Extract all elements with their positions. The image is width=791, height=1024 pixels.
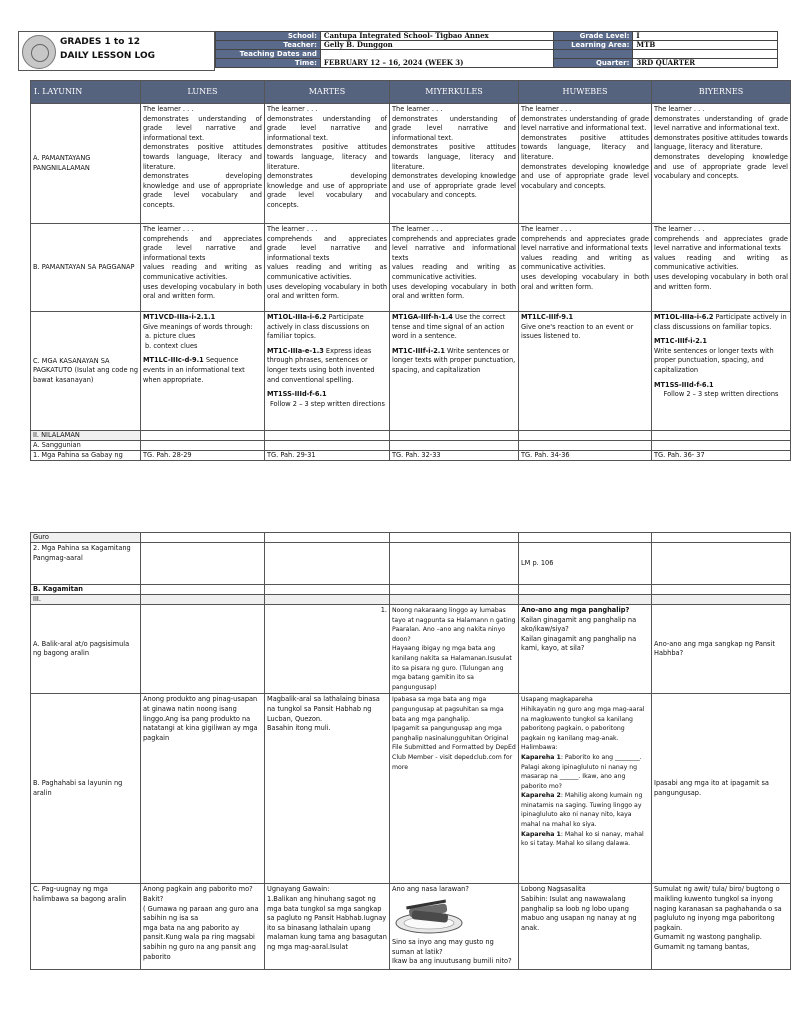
quarter-label: Quarter:	[553, 59, 633, 68]
label-kasanayan	[31, 312, 141, 431]
row-sanggunian	[31, 441, 791, 451]
balik-tue: 1.	[265, 605, 390, 694]
text-wed-2: Write sentences or longer texts with proper punctuation, spacing, and capitalization	[392, 346, 516, 374]
kapareha-1: Kapareha 1	[521, 753, 561, 761]
text-thu-1: Give one's reaction to an event or issues listened to.	[521, 322, 634, 341]
header-row	[31, 81, 791, 104]
cell-c-wed	[390, 312, 519, 431]
suman-plate-icon	[394, 896, 464, 936]
kasanayan-title: C. MGA KASANAYAN SA PAGKATUTO	[33, 356, 110, 375]
code-fri-2: MT1C-IIIf-i-2.1	[654, 337, 707, 346]
balik-thu-question: Ano-ano ang mga panghalip?	[521, 606, 630, 614]
info-table	[215, 31, 778, 68]
code-mon-1: MT1VCD-IIIa-i-2.1.1	[143, 313, 216, 321]
gabay-wed: TG. Pah. 32-33	[390, 451, 519, 461]
label-paghahabi: B. Paghahabi sa layunin ng aralin	[31, 694, 141, 884]
col-huwebes: HUWEBES	[519, 81, 652, 104]
kagamitang-thu: LM p. 106	[519, 543, 652, 585]
row-pamantayang	[31, 104, 791, 224]
grade-value: I	[633, 32, 778, 41]
label-guro: Guro	[31, 533, 141, 543]
cell-b-fri: The learner . . . comprehends and appreciates grade level narrative and informational texts values reading and writing as communicative activities. uses developing vocabulary in both oral and written form.	[652, 224, 791, 312]
text-tue-3: Follow 2 – 3 step written directions	[270, 399, 385, 408]
cell-a-thu: The learner . . . demonstrates understanding of grade level narrative and informational text. demonstrates positive attitudes towards language, literacy and literature. demonstrates developing knowledge and use of appropriate grade level vocabulary and concepts.	[519, 104, 652, 224]
quarter-value: 3RD QUARTER	[633, 59, 778, 68]
label-pamantayang: A. PAMANTAYANG PANGNILALAMAN	[31, 104, 141, 224]
pag-wed-question: Ano ang nasa larawan?	[392, 885, 469, 894]
balik-thu	[519, 605, 652, 694]
paghahabi-fri: Ipasabi ang mga ito at ipagamit sa pangungusap.	[652, 694, 791, 884]
area-label: Learning Area:	[553, 41, 633, 50]
row-pag-uugnay	[31, 884, 791, 970]
deped-seal-icon	[22, 35, 56, 69]
cell-a-mon: The learner . . . demonstrates understanding of grade level narrative and informational text. demonstrates positive attitudes towards language, literacy and literature. demonstrates developing knowledge and use of appropriate grade level vocabulary and concepts.	[141, 104, 265, 224]
balik-fri: Ano-ano ang mga sangkap ng Pansit Habhba?	[652, 605, 791, 694]
school-label: School:	[216, 32, 321, 41]
text-wed-1: Use the correct tense and time signal of an action word in a sentence.	[392, 313, 506, 341]
cell-b-mon: The learner . . . comprehends and appreciates grade level narrative and informational texts values reading and writing as communicative activities. uses developing vocabulary in both oral and written form.	[141, 224, 265, 312]
paghahabi-wed: Ipabasa sa mga bata ang mga pangungusap at pagsuhitan sa mga bata ang mga panghalip. Ipagamit sa pangungusap ang mga panghalip nasinalungguhitan Original File Submitted and Formatted by DepEd Club Member - visit depedclub.com for more	[390, 694, 519, 884]
code-tue-1: MT1OL-IIIa-i-6.2	[267, 313, 327, 321]
row-kasanayan	[31, 312, 791, 431]
kapareha-2-text: : Mahilig akong kumain ng minatamis na saging. Tuwing linggo ay ipinagluluto ako ni nanay nito, kaya mahal na mahal ko siya.	[521, 792, 643, 829]
header	[18, 31, 778, 73]
area-value: MTB	[633, 41, 778, 50]
text-mon-a: a. picture clues	[145, 332, 196, 341]
code-fri-3: MT1SS-IIId-f-6.1	[654, 380, 714, 389]
text-fri-2: Write sentences or longer texts with proper punctuation, spacing, and capitalization	[654, 346, 774, 374]
label-gabay: 1. Mga Pahina sa Gabay ng	[31, 451, 141, 461]
code-tue-2: MT1C-IIIa-e-1.3	[267, 346, 324, 355]
label-kagamitang: 2. Mga Pahina sa Kagamitang Pangmag-aaral	[31, 543, 141, 585]
cell-b-wed: The learner . . . comprehends and appreciates grade level narrative and informational texts values reading and writing as communicative activities. uses developing vocabulary in both oral and written form.	[390, 224, 519, 312]
pag-thu: Lobong Nagsasalita Sabihin: Isulat ang nawawalang panghalip sa loob ng lobo upang mabuo ang usapan ng nanay at ng anak.	[519, 884, 652, 970]
text-fri-3: Follow 2 – 3 step written directions	[663, 390, 779, 399]
text-mon-1: Give meanings of words through:	[143, 322, 253, 331]
cell-a-tue: The learner . . . demonstrates understanding of grade level narrative and informational text. demonstrates positive attitudes towards language, literacy and literature. demonstrates developing knowledge and use of appropriate grade level vocabulary and concepts.	[265, 104, 390, 224]
code-wed-1: MT1GA-IIIf-h-1.4	[392, 313, 453, 321]
col-martes: MARTES	[265, 81, 390, 104]
balik-wed: Noong nakaraang linggo ay lumabas tayo at nagpunta sa Halamann n gating Paaralan. Ano –ano ang nakita ninyo doon? Hayaang ibigay ng mga bata ang kanilang nakita sa Halamanan.Isusulat ito sa pisara ng guro. (Tulungan ang mga batang gamitin ito sa pangungusap)	[390, 605, 519, 694]
col-biyernes: BIYERNES	[652, 81, 791, 104]
kasanayan-note: (Isulat ang code ng bawat kasanayan)	[33, 366, 139, 384]
kapareha-1b: Kapareha 1	[521, 830, 561, 838]
text-mon-2: Sequence events in an informational text when appropriate.	[143, 356, 245, 384]
row-paghahabi	[31, 694, 791, 884]
code-wed-2: MT1C-IIIf-i-2.1	[392, 346, 445, 355]
cell-c-mon	[141, 312, 265, 431]
col-miyerkules: MIYERKULES	[390, 81, 519, 104]
code-thu-1: MT1LC-IIIf-9.1	[521, 313, 574, 321]
cell-c-thu	[519, 312, 652, 431]
paghahabi-mon: Anong produkto ang pinag-usapan at ginawa natin noong isang linggo.Ang isa pang produkto na natatangi at kina gigiliwan ay mga pagkain	[141, 694, 265, 884]
label-kagamitan: B. Kagamitan	[31, 585, 141, 595]
text-mon-b: b. context clues	[145, 341, 198, 350]
row-kagamitang	[31, 543, 791, 585]
dates-label2: Time:	[216, 59, 321, 68]
objectives-table	[30, 80, 791, 461]
cell-a-fri: The learner . . . demonstrates understanding of grade level narrative and informational text. demonstrates positive attitudes towards language, literacy and literature. demonstrates developing knowledge and use of appropriate grade level vocabulary and concepts.	[652, 104, 791, 224]
text-tue-2: Express ideas through phrases, sentences or longer texts using both invented and conventional spelling.	[267, 346, 375, 384]
dates-label1: Teaching Dates and	[216, 50, 321, 59]
paghahabi-tue: Magbalik-aral sa lathalaing binasa na tungkol sa Pansit Habhab ng Lucban, Quezon. Basahin itong muli.	[265, 694, 390, 884]
code-mon-2: MT1LC-IIIc-d-9.1	[143, 356, 204, 365]
label-pagganap: B. PAMANTAYAN SA PAGGANAP	[31, 224, 141, 312]
teacher-label: Teacher:	[216, 41, 321, 50]
teacher-value: Gelly B. Dunggon	[320, 41, 553, 50]
title-line1: GRADES 1 to 12	[60, 37, 141, 47]
row-balik	[31, 605, 791, 694]
text-tue-1: Participate actively in class discussions on familiar topics.	[267, 313, 370, 341]
paghahabi-thu-intro: Usapang magkapareha Hihikayatin ng guro ang mga mag-aaral na magkuwento tungkol sa kanilang paboritong pagkain, o paboritong pagkain ng kanilang mag-anak. Halimbawa:	[521, 696, 645, 752]
gabay-thu: TG. Pah. 34-36	[519, 451, 652, 461]
pag-tue: Ugnayang Gawain: 1.Balikan ang hinuhang sagot ng mga bata tungkol sa mga sangkap sa pagluto ng Pansit Habhab.Iugnay ito sa binasang lathalain upang malaman kung tama ang basagutan ng mga mag-aaral.Isulat	[265, 884, 390, 970]
cell-b-thu: The learner . . . comprehends and appreciates grade level narrative and informational texts values reading and writing as communicative activities. uses developing vocabulary in both oral and written form.	[519, 224, 652, 312]
row-gabay	[31, 451, 791, 461]
kapareha-2: Kapareha 2	[521, 792, 561, 800]
label-sanggunian: A. Sanggunian	[31, 441, 141, 451]
col-layunin: I. LAYUNIN	[31, 81, 141, 104]
pag-fri: Sumulat ng awit/ tula/ biro/ bugtong o maikling kuwento tungkol sa inyong naging karanasan sa paghahanda o sa pagluluto ng inyong mga paboritong pagkain. Gumamit ng wastong panghalip. Gumamit ng tamang bantas,	[652, 884, 791, 970]
kapareha-1b-text: : Mahal ko si nanay, mahal ko si tatay. Mahal ko silang dalawa.	[521, 830, 644, 848]
label-iii: III.	[31, 595, 141, 605]
col-lunes: LUNES	[141, 81, 265, 104]
dates-value: FEBRUARY 12 – 16, 2024 (WEEK 3)	[320, 50, 553, 68]
procedure-table	[30, 532, 791, 970]
label-nilalaman: II. NILALAMAN	[31, 431, 141, 441]
text-fri-1: Participate actively in class discussions on familiar topics.	[654, 313, 787, 331]
blank-label	[553, 50, 633, 59]
gabay-tue: TG. Pah. 29-31	[265, 451, 390, 461]
kapareha-1-text: : Paborito ko ang ________. Palagi akong ipinagluluto ni nanay ng masarap na ______. Ikaw, ano ang paborito mo?	[521, 753, 642, 790]
cell-a-wed: The learner . . . demonstrates understanding of grade level narrative and informational text. demonstrates positive attitudes towards language, literacy and literature. demonstrates developing knowledge and use of appropriate grade level vocabulary and concepts.	[390, 104, 519, 224]
gabay-mon: TG. Pah. 28-29	[141, 451, 265, 461]
gabay-fri: TG. Pah. 36- 37	[652, 451, 791, 461]
row-guro	[31, 533, 791, 543]
cell-b-tue: The learner . . . comprehends and appreciates grade level narrative and informational texts values reading and writing as communicative activities. uses developing vocabulary in both oral and written form.	[265, 224, 390, 312]
code-fri-1: MT1OL-IIIa-i-6.2	[654, 313, 714, 321]
row-pagganap	[31, 224, 791, 312]
title-line2: DAILY LESSON LOG	[60, 51, 155, 61]
pag-wed	[390, 884, 519, 970]
label-balik: A. Balik-aral at/o pagsisimula ng bagong aralin	[31, 605, 141, 694]
pag-mon: Anong pagkain ang paborito mo? Bakit? ( Gumawa ng paraan ang guro ana sabihin ng isa sa mga bata na ang paborito ay pansit.Kung wala pa ring magsabi sabihin ng guro na ang pansit ang paborito	[141, 884, 265, 970]
grade-label: Grade Level:	[553, 32, 633, 41]
balik-thu-text: Kailan ginagamit ang panghalip na ako/ikaw/siya? Kailan ginagamit ang panghalip na kami, kayo, at sila?	[521, 615, 637, 653]
code-tue-3: MT1SS-IIId-f-6.1	[267, 390, 327, 399]
title-box	[18, 31, 215, 71]
school-value: Cantupa Integrated School- Tigbao Annex	[320, 32, 553, 41]
label-pag-uugnay: C. Pag-uugnay ng mga halimbawa sa bagong aralin	[31, 884, 141, 970]
cell-c-tue	[265, 312, 390, 431]
row-kagamitan	[31, 585, 791, 595]
cell-c-fri	[652, 312, 791, 431]
pag-wed-text: Sino sa inyo ang may gusto ng suman at latik? Ikaw ba ang inuutusang bumili nito?	[392, 937, 512, 966]
row-nilalaman	[31, 431, 791, 441]
paghahabi-thu	[519, 694, 652, 884]
row-iii	[31, 595, 791, 605]
